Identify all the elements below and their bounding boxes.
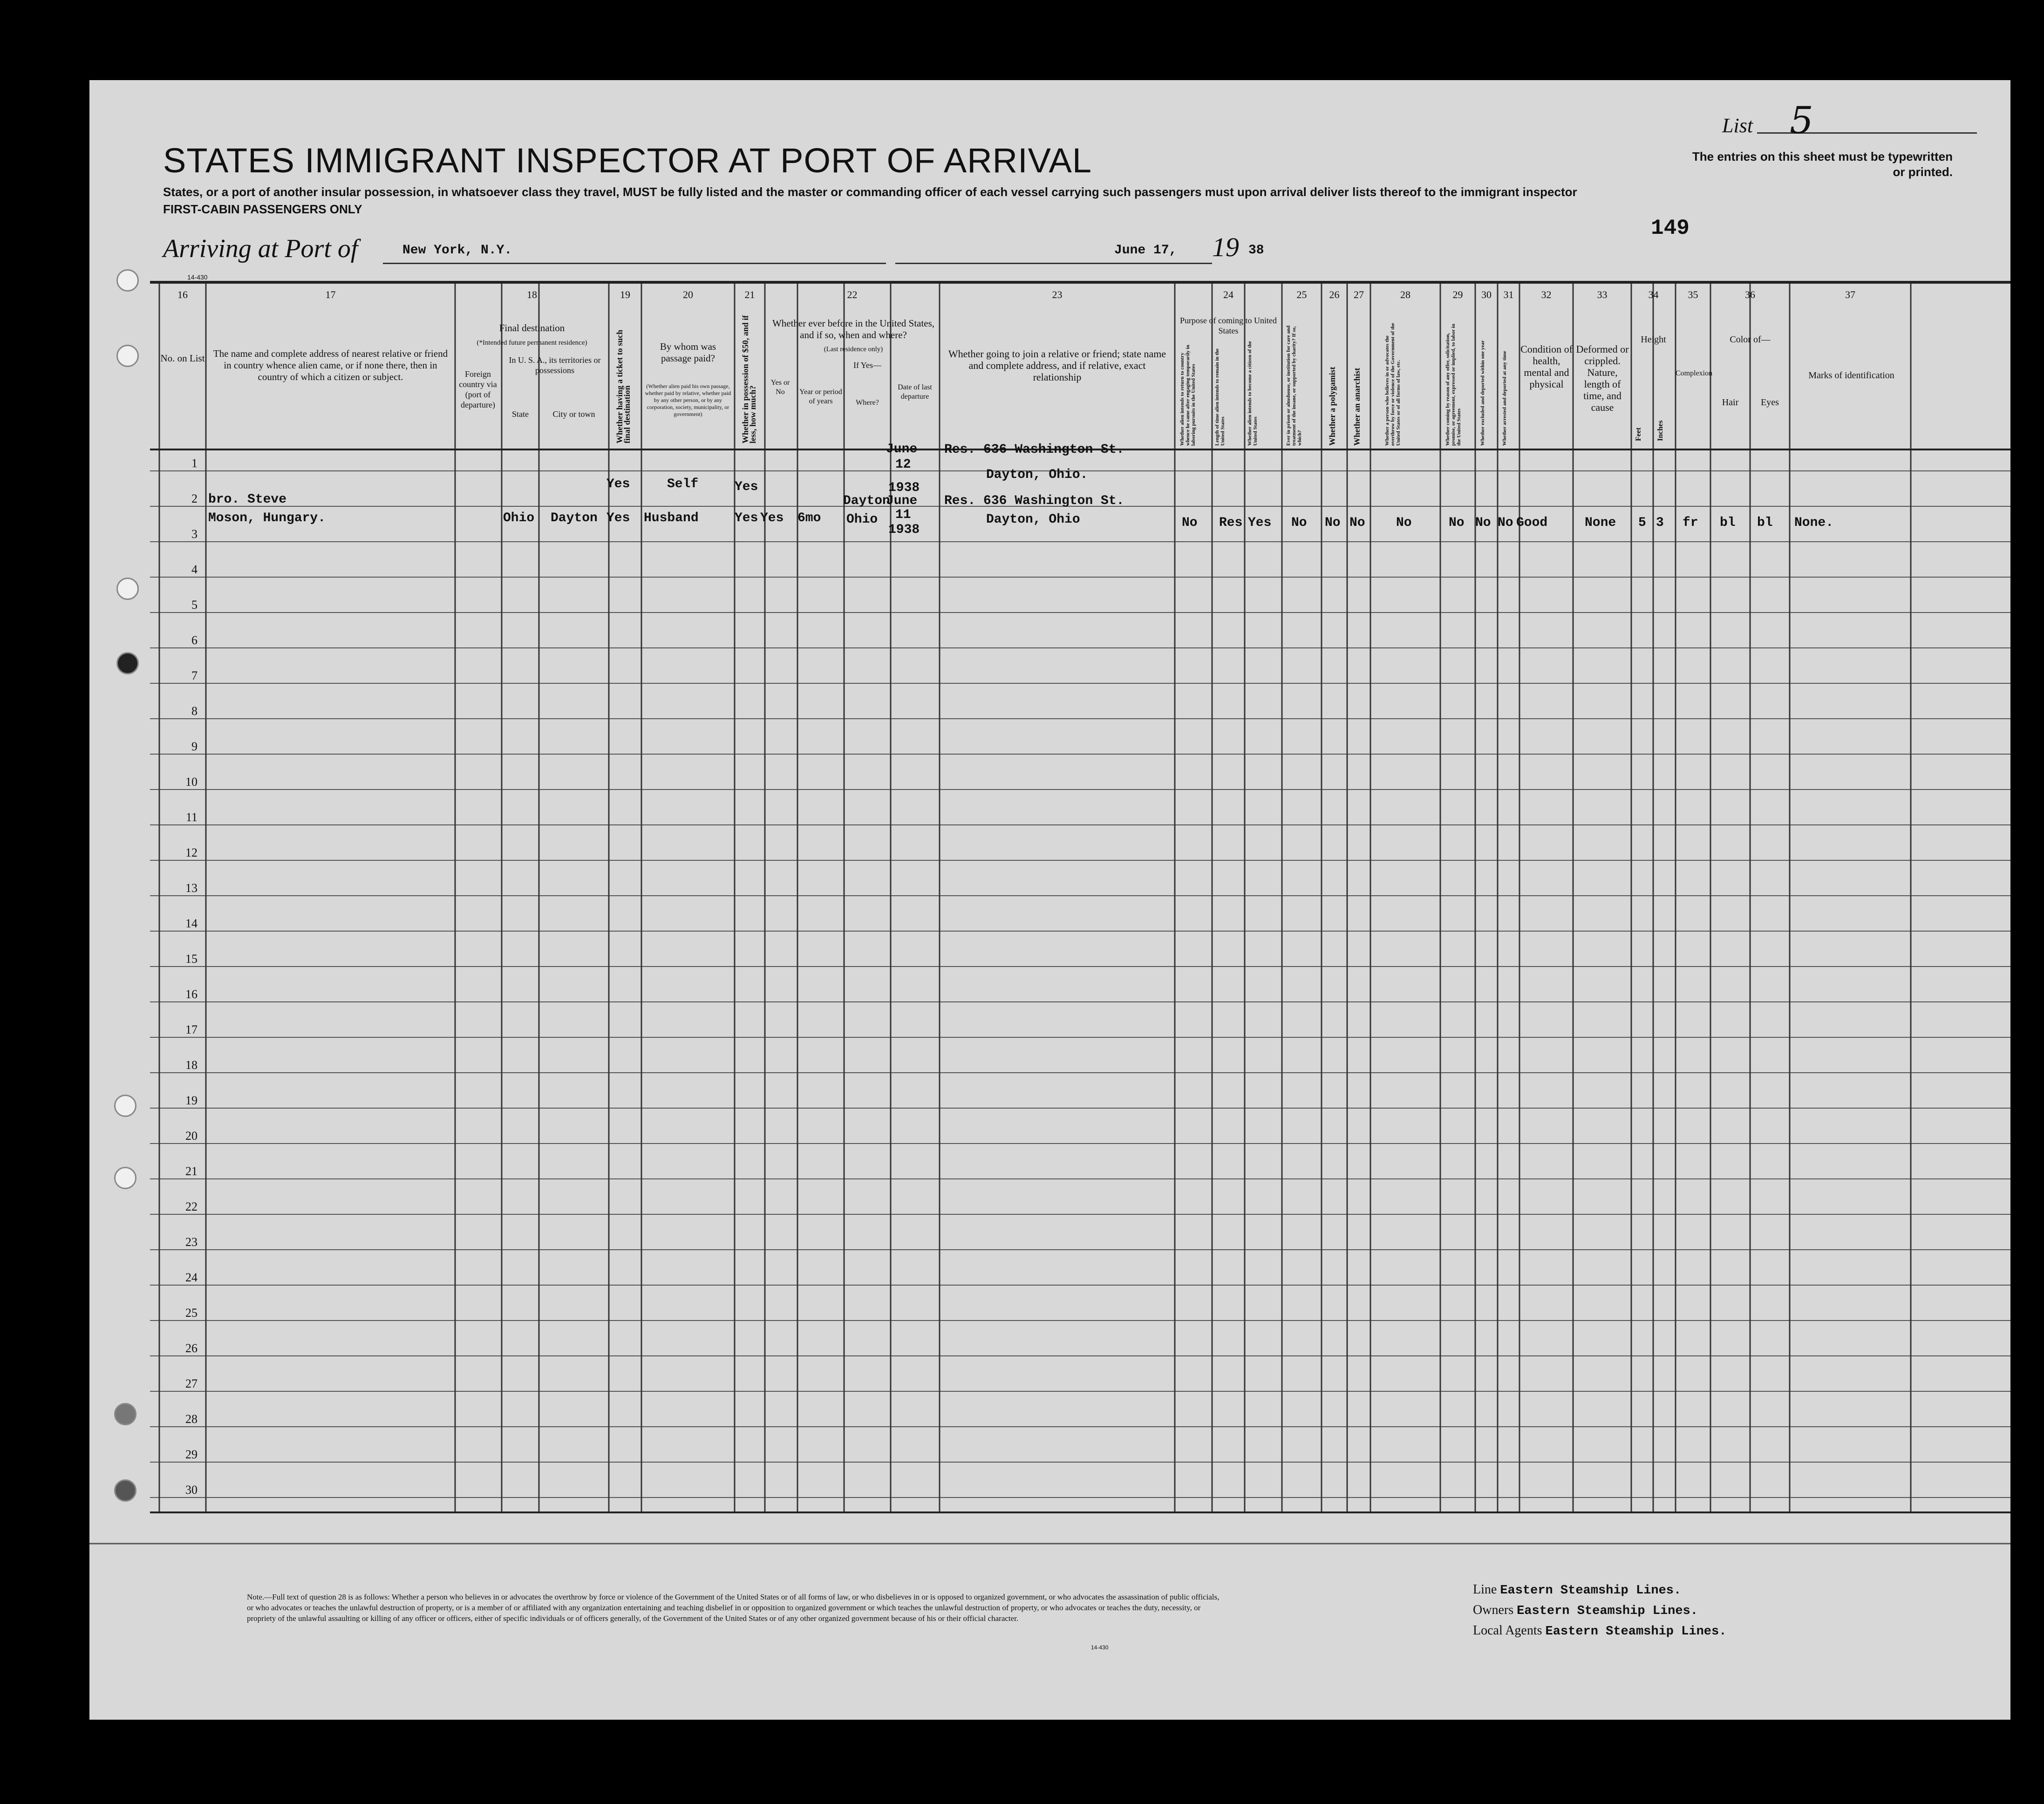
arriving-label: Arriving at Port of (163, 234, 358, 263)
row-number: 11 (185, 810, 198, 824)
header-final-destination-sub: (*Intended future permanent residence) (477, 339, 587, 347)
col-num-34: 34 (1648, 289, 1659, 300)
row-number: 20 (185, 1129, 198, 1143)
row2-joining-line1: Res. 636 Washington St. (944, 494, 1124, 508)
row-number: 15 (185, 952, 198, 966)
header-city: City or town (552, 409, 595, 419)
row2-relative-line1: bro. Steve (208, 492, 287, 507)
col-num-21: 21 (744, 289, 755, 300)
row-number: 13 (185, 881, 198, 895)
row1-joining-line2: Dayton, Ohio. (986, 468, 1088, 482)
col-num-16: 16 (177, 289, 188, 300)
footnote-question-28: Note.—Full text of question 28 is as follows: Whether a person who believes in or advocates the overthrow by force or violence of the Government of the United States or of all forms of law, or who disbelieves in or is opposed to organized government, or who advocates the assassination of public officials, or who advocates or teaches the unlawful destruction of property, or is a member of or affiliated with any organization entertaining and teaching disbelief in or opposition to organized government or which teaches the unlawful destruction of property, or who advocates or teaches the duty, necessity, or propriety of the unlawful assaulting or killing of any officer or officers, either of specific individuals or of officers generally, of the Government of the United States or of any other organized government because of his or their official character. (247, 1593, 1220, 1623)
col-num-17: 17 (325, 289, 336, 300)
row-number: 16 (185, 987, 198, 1001)
header-deformed: Deformed or crippled. Nature, length of time, and cause (1576, 343, 1629, 413)
agents-label: Local Agents (1473, 1623, 1542, 1638)
row2-length: Res (1219, 516, 1243, 530)
row1-ticket: Yes (606, 477, 630, 491)
header-ticket: Whether having a ticket to such final destination (615, 329, 632, 443)
header-yes-no: Yes or No (770, 379, 790, 396)
header-labor-offer: Whether coming by reason of any offer, solicitation, promise, or agreement, expressed or implied, to labor in the United States (1445, 324, 1462, 446)
header-final-destination: Final destination (499, 322, 565, 334)
owners-row (1473, 1603, 1726, 1623)
row-number: 25 (185, 1306, 198, 1320)
row2-feet: 5 (1638, 516, 1646, 530)
col-num-20: 20 (683, 289, 693, 300)
col-num-29: 29 (1452, 289, 1463, 300)
header-where: Where? (856, 399, 879, 407)
row2-anarchist: No (1349, 516, 1365, 530)
row-number: 23 (185, 1235, 198, 1249)
row2-inches: 3 (1656, 516, 1664, 530)
row-number: 30 (185, 1483, 198, 1497)
header-anarchist: Whether an anarchist (1352, 368, 1362, 446)
agents-row (1473, 1623, 1726, 1644)
header-color-of: Color of— (1730, 334, 1771, 345)
manifest-grid (89, 80, 2010, 1720)
header-passage-paid: By whom was passage paid? (660, 341, 716, 364)
binder-hole (116, 578, 139, 600)
row-number: 12 (185, 846, 198, 859)
row-number: 6 (191, 633, 198, 647)
header-ever-before: Whether ever before in the United States, and if so, when and where? (772, 318, 935, 340)
header-purpose-length: Length of time alien intends to remain in the United States (1214, 348, 1226, 446)
col-num-22: 22 (847, 289, 858, 300)
row-number: 27 (185, 1377, 198, 1390)
typewritten-note: The entries on this sheet must be typewritten or printed. (1692, 150, 1953, 179)
row-number: 19 (185, 1094, 198, 1107)
arrival-year-suffix: 38 (1248, 243, 1264, 258)
row2-last-departure-day: 11 (895, 508, 911, 522)
binder-hole (116, 345, 139, 367)
header-marks: Marks of identification (1808, 370, 1894, 381)
stamp-number: 149 (1651, 216, 1690, 240)
row2-paid-by: Husband (644, 511, 699, 525)
row-number: 14 (185, 917, 198, 930)
list-number: 5 (1790, 99, 1813, 142)
arrival-date: June 17, (1114, 243, 1177, 258)
row2-joining-line2: Dayton, Ohio (986, 512, 1080, 527)
col-num-24: 24 (1223, 289, 1233, 300)
header-passage-paid-sub: (Whether alien paid his own passage, whether paid by relative, whether paid by any other person, or by any corporation, society, municipality, or government) (645, 383, 731, 417)
binder-hole (116, 269, 139, 292)
row2-excluded: No (1475, 516, 1491, 530)
shipping-line-block (1473, 1582, 1726, 1644)
header-overthrow: Whether a person who believes in or advocates the overthrow by force or violence of the Government of the United States or of all forms of law, etc. (1384, 323, 1401, 446)
row2-polygamist: No (1325, 516, 1341, 530)
row2-eyes: bl (1757, 516, 1773, 530)
col-num-27: 27 (1354, 289, 1364, 300)
row2-before-yesno: Yes (760, 511, 784, 525)
row-number: 28 (185, 1412, 198, 1426)
row2-overthrow: No (1396, 516, 1412, 530)
binder-hole (114, 1403, 136, 1425)
agents-value: Eastern Steamship Lines. (1545, 1625, 1727, 1639)
row2-state: Ohio (503, 511, 535, 525)
col-num-26: 26 (1329, 289, 1340, 300)
row2-return: No (1182, 516, 1198, 530)
row2-hair: bl (1720, 516, 1736, 530)
row1-money: Yes (735, 480, 758, 494)
page-title: STATES IMMIGRANT INSPECTOR AT PORT OF ARRIVAL (163, 141, 1092, 180)
header-last-departure: Date of last departure (898, 383, 932, 401)
row-number: 2 (191, 492, 198, 505)
col-num-36: 36 (1745, 289, 1755, 300)
row1-last-departure-month: June (886, 442, 918, 456)
row2-last-departure-month: June (886, 494, 918, 508)
row-number: 10 (185, 775, 198, 789)
row1-last-departure-year: 1938 (888, 481, 920, 495)
row2-deformed: None (1585, 516, 1616, 530)
binder-hole (114, 1095, 136, 1117)
header-eyes: Eyes (1761, 397, 1779, 408)
col-num-37: 37 (1845, 289, 1855, 300)
header-feet: Feet (1635, 427, 1642, 441)
header-deported: Whether arrested and deported at any time (1502, 351, 1507, 446)
row-number: 18 (185, 1058, 198, 1072)
row-number: 22 (185, 1200, 198, 1213)
line-row (1473, 1582, 1726, 1603)
col-num-28: 28 (1400, 289, 1410, 300)
header-money: Whether in possession of $50, and if less, how much? (741, 315, 757, 443)
row2-money: Yes (735, 511, 758, 525)
row2-prison: No (1291, 516, 1307, 530)
row1-joining-line1: Res. 636 Washington St. (944, 442, 1124, 457)
row2-health: Good (1516, 516, 1548, 530)
header-class: FIRST-CABIN PASSENGERS ONLY (163, 202, 362, 216)
header-purpose-citizen: Whether alien intends to become a citizen of the United States (1247, 341, 1258, 446)
owners-label: Owners (1473, 1603, 1514, 1617)
binder-hole (114, 1167, 136, 1189)
row-number: 21 (185, 1164, 198, 1178)
row-number: 26 (185, 1341, 198, 1355)
header-purpose-return: Whether alien intends to return to country whence he came after engaging temporarily in laboring pursuits in the United States (1179, 345, 1196, 446)
binder-hole (116, 652, 139, 674)
row-number: 5 (191, 598, 198, 612)
row2-complexion: fr (1683, 516, 1698, 530)
header-inches: Inches (1656, 420, 1664, 441)
row2-relative-line2: Moson, Hungary. (208, 511, 326, 525)
row-number: 3 (191, 527, 198, 541)
binder-hole (114, 1479, 136, 1502)
col-num-32: 32 (1541, 289, 1552, 300)
header-instructions: States, or a port of another insular possession, in whatsoever class they travel, MUST be fully listed and the master or commanding officer of each vessel carrying such passengers must upon arrival deliver lists thereof to the immigrant inspector (163, 185, 1577, 199)
header-in-usa: In U. S. A., its territories or possessions (509, 355, 601, 375)
row-number: 9 (191, 740, 198, 753)
header-prison: Ever in prison or almshouse, or institution for care and treatment of the insane, or supported by charity? If so, which? (1286, 325, 1302, 446)
row2-where-line1: Dayton (843, 494, 890, 508)
col-num-23: 23 (1052, 289, 1063, 300)
header-if-yes: If Yes— (853, 361, 881, 370)
row-number: 24 (185, 1271, 198, 1284)
header-state: State (512, 409, 529, 419)
row-number: 4 (191, 563, 198, 576)
header-ever-before-sub: (Last residence only) (824, 346, 883, 353)
header-health: Condition of health, mental and physical (1520, 343, 1573, 390)
header-period: Year or period of years (799, 388, 842, 405)
header-foreign-country: Foreign country via (port of departure) (459, 369, 497, 409)
row-number: 17 (185, 1023, 198, 1036)
col-num-18: 18 (527, 289, 537, 300)
line-value: Eastern Steamship Lines. (1500, 1584, 1682, 1598)
form-number: 14-430 (187, 273, 208, 281)
row-number: 1 (191, 456, 198, 470)
col-num-19: 19 (620, 289, 630, 300)
col-num-33: 33 (1597, 289, 1608, 300)
header-joining: Whether going to join a relative or friend; state name and complete address, and if relative, exact relationship (948, 348, 1166, 383)
header-hair: Hair (1722, 397, 1739, 408)
manifest-sheet (89, 80, 2010, 1720)
owners-value: Eastern Steamship Lines. (1517, 1604, 1698, 1618)
row-number: 29 (185, 1448, 198, 1461)
header-excluded: Whether excluded and deported within one year (1480, 340, 1485, 446)
line-label: Line (1473, 1582, 1497, 1597)
arrival-port: New York, N.Y. (402, 243, 512, 258)
row1-last-departure-day: 12 (895, 457, 911, 472)
arrival-year-prefix: 19 (1212, 232, 1239, 262)
footer-form-number: 14-430 (1091, 1644, 1109, 1651)
row2-city: Dayton (551, 511, 598, 525)
header-purpose: Purpose of coming to United States (1180, 316, 1277, 335)
row-number: 8 (191, 704, 198, 718)
row2-marks: None. (1794, 516, 1834, 530)
row2-ticket: Yes (606, 511, 630, 525)
col-num-30: 30 (1481, 289, 1492, 300)
row2-where-line2: Ohio (846, 512, 878, 527)
header-no-on-list: No. on List (160, 353, 205, 364)
row-number: 7 (191, 669, 198, 682)
row1-paid-by: Self (667, 477, 699, 491)
col-num-25: 25 (1296, 289, 1307, 300)
header-polygamist: Whether a polygamist (1328, 367, 1337, 446)
col-num-31: 31 (1503, 289, 1514, 300)
header-height: Height (1641, 334, 1666, 345)
header-nearest-relative: The name and complete address of nearest relative or friend in country whence alien came, or if none there, then in country of which a citizen or subject. (213, 348, 448, 382)
row2-labor: No (1449, 516, 1465, 530)
row2-citizen: Yes (1248, 516, 1272, 530)
list-label: List (1722, 114, 1753, 137)
row2-last-departure-year: 1938 (888, 523, 920, 537)
row2-period: 6mo (797, 511, 821, 525)
row2-deported: No (1498, 516, 1513, 530)
header-complexion: Complexion (1676, 369, 1713, 377)
col-num-35: 35 (1688, 289, 1698, 300)
